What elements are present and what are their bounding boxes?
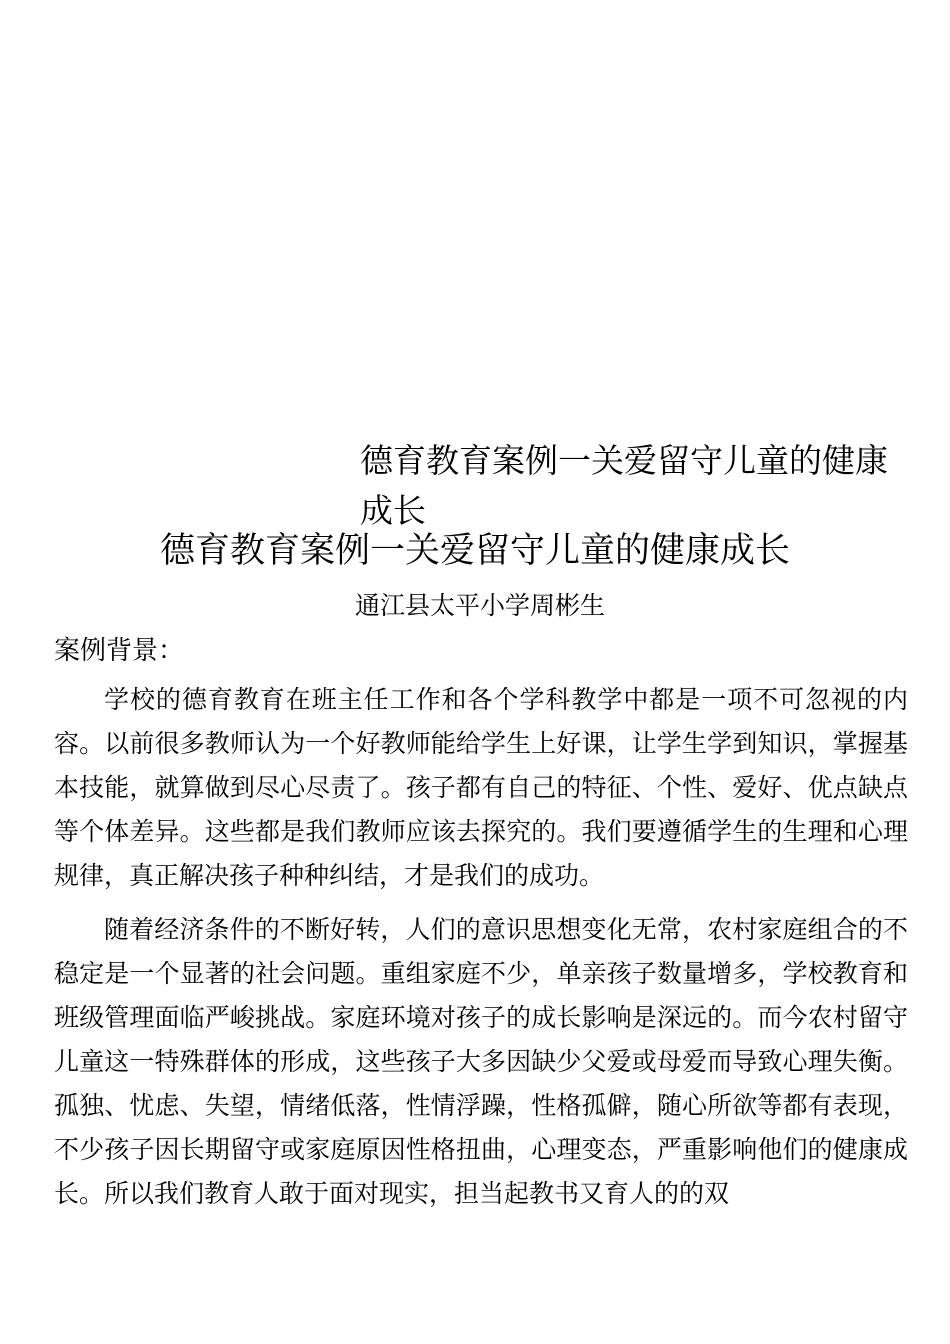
paragraph: 随着经济条件的不断好转，人们的意识思想变化无常，农村家庭组合的不稳定是一个显著的社会问题。重组家庭不少，单亲孩子数量增多，学校教育和班级管理面临严峻挑战。家庭环境对孩子的成长影响是深远的。而今农村留守儿童这一特殊群体的形成，这些孩子大多因缺少父爱或母爱而导致心理失衡。孤独、忧虑、失望，情绪低落，性情浮躁，性格孤僻，随心所欲等都有表现，不少孩子因长期留守或家庭原因性格扭曲，心理变态，严重影响他们的健康成长。所以我们教育人敢于面对现实，担当起教书又育人的的双: [54, 915, 908, 1208]
body-text: [54, 678, 908, 1226]
paragraph: 学校的德育教育在班主任工作和各个学科教学中都是一项不可忽视的内容。以前很多教师认为一个好教师能给学生上好课，让学生学到知识，掌握基本技能，就算做到尽心尽责了。孩子都有自己的特征、个性、爱好、优点缺点等个体差异。这些都是我们教师应该去探究的。我们要遵循学生的生理和心理规律，真正解决孩子种种纠结，才是我们的成功。: [54, 685, 908, 890]
header-title: 德育教育案例一关爱留守儿童的健康成长: [360, 441, 888, 530]
page-title: 德育教育案例一关爱留守儿童的健康成长: [159, 531, 790, 571]
section-heading: 案例背景：: [54, 636, 185, 666]
author-line: 通江县太平小学周彬生: [354, 591, 605, 620]
